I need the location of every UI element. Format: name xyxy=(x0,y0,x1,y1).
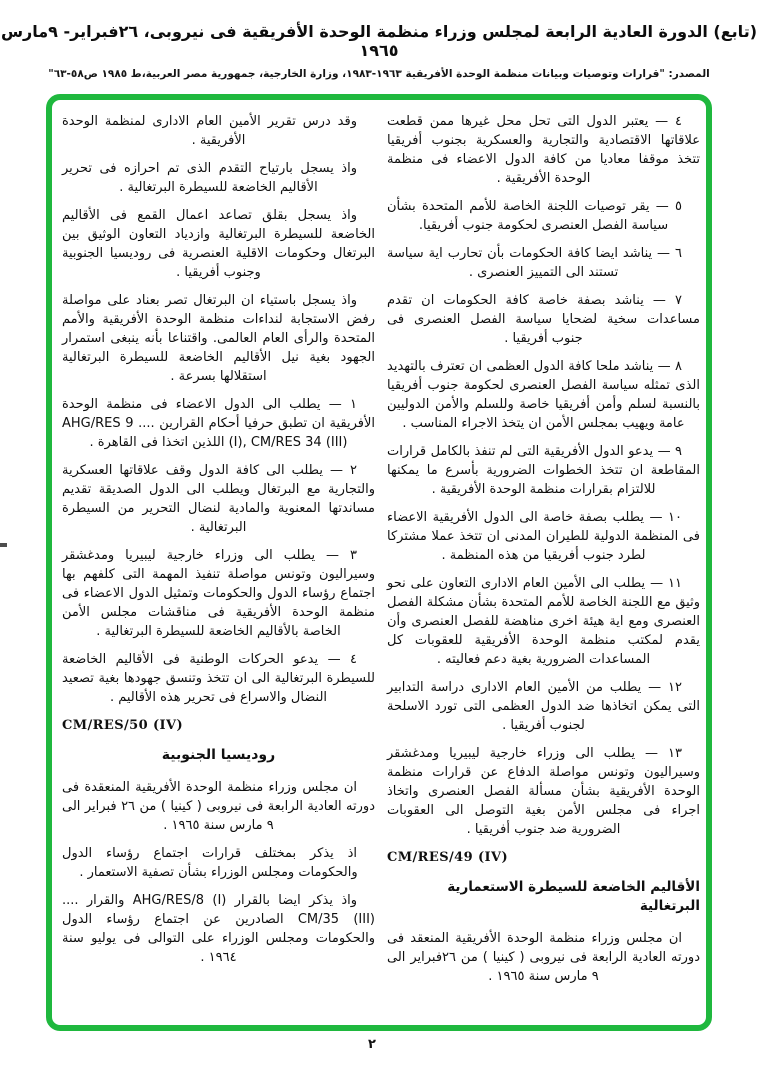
paragraph-item-8: ٨ — يناشد ملحا كافة الدول العظمى ان تعترف بالتهديد الذى تمثله سياسة الفصل العنصرى لحكومة جنوب أفريقيا بالنسبة لسلم وأمن أفريقيا خاصة وللسلم والأمن الدوليين عامة ويهيب بمجلس الأمن ان يتخذ الاجراء المناسب . xyxy=(387,359,700,431)
paragraph-preamble-report: وقد درس تقرير الأمين العام الادارى لمنظمة الوحدة الأفريقية . xyxy=(62,114,357,148)
page-header xyxy=(0,22,758,80)
paragraph-item-9: ٩ — يدعو الدول الأفريقية التى لم تنفذ بالكامل قرارات المقاطعة ان تتخذ الخطوات الضرورية بأسرع ما يمكنها للالتزام بقرارات منظمة الوحدة الأفريقية . xyxy=(387,444,700,497)
page-number: ٢ xyxy=(368,1037,376,1052)
section-heading-portuguese-territories: الأقاليم الخاضعة للسيطرة الاستعمارية البرتغالية xyxy=(447,879,700,914)
paragraph-item-4: ٤ — يعتبر الدول التى تحل محل غيرها ممن قطعت علاقاتها الاقتصادية والتجارية والعسكرية بجنوب أفريقيا تتخذ موقفا معاديا من كافة الدول الاعضاء فى منظمة الوحدة الأفريقية . xyxy=(387,114,700,186)
scan-artifact-mark xyxy=(0,543,7,547)
paragraph-item-1: ١ — يطلب الى الدول الاعضاء فى منظمة الوحدة الأفريقية ان تطبق حرفيا أحكام القرارين .... AHG/RES 9 (I), CM/RES 34 (III) اللذين اتخذا فى القاهرة . xyxy=(62,397,376,450)
paragraph-preamble-res-49: ان مجلس وزراء منظمة الوحدة الأفريقية المنعقد فى دورته العادية الرابعة فى نيروبى ( كينيا ) من ٢٦فبراير الى ٩ مارس سنة ١٩٦٥ . xyxy=(387,931,700,984)
paragraph-item-3: ٣ — يطلب الى وزراء خارجية ليبيريا ومدغشقر وسيراليون وتونس مواصلة تنفيذ المهمة التى كلفهم بها اجتماع رؤساء الدول والحكومات وتمثيل الدول الاعضاء فى منظمة الوحدة الأفريقية فى مناقشات مجلس الأمن الخاصة بالأقاليم الخاضعة للسيطرة البرتغالية . xyxy=(62,548,375,639)
paragraph-recalling-ahg-res-8: واذ يذكر ايضا بالقرار AHG/RES/8 (I) والقرار .... CM/35 (III) الصادرين عن اجتماع رؤساء الدول والحكومات ومجلس الوزراء على التوالى فى يوليو سنة ١٩٦٤ . xyxy=(62,893,375,965)
source-citation-line: المصدر: "قرارات وتوصيات وبيانات منظمة الوحدة الأفريقية ١٩٦٣-١٩٨٣، وزارة الخارجية، جمهورية مصر العربية،ط ١٩٨٥ ص٥٨-٦٣" xyxy=(48,68,710,80)
section-heading-southern-rhodesia: روديسيا الجنوبية xyxy=(161,747,276,763)
paragraph-item-2: ٢ — يطلب الى كافة الدول وقف علاقاتها العسكرية والتجارية مع البرتغال ويطلب الى الدول الصديقة تقديم مساندتها المعنوية والمادية لنضال التحرير من السيطرة البرتغالية . xyxy=(62,463,375,535)
page-title: (تابع) الدورة العادية الرابعة لمجلس وزراء منظمة الوحدة الأفريقية فى نيروبى، ٢٦فبراير- ٩مارس ١٩٦٥ xyxy=(0,22,758,60)
paragraph-item-13: ١٣ — يطلب الى وزراء خارجية ليبيريا ومدغشقر وسيراليون وتونس مواصلة الدفاع عن قرارات منظمة الوحدة الأفريقية بشأن مسألة الفصل العنصرى واتخاذ اجراء فى مجلس الأمن بغية التوصل الى العقوبات الضرورية ضد جنوب أفريقيا . xyxy=(387,746,700,837)
paragraph-item-6: ٦ — يناشد ايضا كافة الحكومات بأن تحارب اية سياسة تستند الى التمييز العنصرى . xyxy=(387,246,682,280)
resolution-code-cm-res-50: CM/RES/50 (IV) xyxy=(62,718,184,733)
paragraph-item-5: ٥ — يقر توصيات اللجنة الخاصة للأمم المتحدة بشأن سياسة الفصل العنصرى لحكومة جنوب أفريقيا. xyxy=(387,199,682,233)
paragraph-item-12: ١٢ — يطلب من الأمين العام الادارى دراسة التدابير التى يمكن اتخاذها ضد الدول العظمى التى تورد الاسلحة لجنوب أفريقيا . xyxy=(387,680,700,733)
paragraph-item-10: ١٠ — يطلب بصفة خاصة الى الدول الأفريقية الاعضاء فى المنظمة الدولية للطيران المدنى ان تتخذ عملا مشتركا لطرد جنوب أفريقيا من هذه المنظمة . xyxy=(387,510,700,563)
paragraph-preamble-progress: واذ يسجل بارتياح التقدم الذى تم احرازه فى تحرير الأقاليم الخاضعة للسيطرة البرتغالية . xyxy=(62,161,357,195)
paragraph-item-7: ٧ — يناشد بصفة خاصة كافة الحكومات ان تقدم مساعدات سخية لضحايا سياسة الفصل العنصرى فى جنوب أفريقيا . xyxy=(387,293,700,346)
paragraph-preamble-res-50: ان مجلس وزراء منظمة الوحدة الأفريقية المنعقدة فى دورته العادية الرابعة فى نيروبى ( كينيا ) من ٢٦ فبراير الى ٩ مارس سنة ١٩٦٥ . xyxy=(62,780,375,833)
paragraph-preamble-portugal-refusal: واذ يسجل باستياء ان البرتغال تصر بعناد على مواصلة رفض الاستجابة لنداءات منظمة الوحدة الأفريقية والأمم المتحدة والرأى العام العالمى. واقتناعا بأنه ينبغى استمرار الجهود بغية نيل الأقاليم الخاضعة للسيطرة البرتغالية استقلالها بسرعة . xyxy=(62,293,375,384)
column-left xyxy=(62,112,375,976)
resolution-code-cm-res-49: CM/RES/49 (IV) xyxy=(387,850,509,865)
paragraph-preamble-repression: واذ يسجل بقلق تصاعد اعمال القمع فى الأقاليم الخاضعة للسيطرة البرتغالية وازدياد التعاون الوثيق بين البرتغال وحكومات الاقلية العنصرية فى روديسيا الجنوبية وجنوب أفريقيا . xyxy=(62,208,375,280)
paragraph-recalling-resolutions: اذ يذكر بمختلف قرارات اجتماع رؤساء الدول والحكومات ومجلس الوزراء بشأن تصفية الاستعمار . xyxy=(62,846,358,880)
paragraph-item-4-left: ٤ — يدعو الحركات الوطنية فى الأقاليم الخاضعة للسيطرة البرتغالية الى ان تتخذ وتنسق جهودها بغية تصعيد النضال والاسراع فى تحرير هذه الأقاليم . xyxy=(62,652,375,705)
column-right xyxy=(387,112,700,995)
paragraph-item-11: ١١ — يطلب الى الأمين العام الادارى التعاون على نحو وثيق مع اللجنة الخاصة للأمم المتحدة بشأن مشكلة الفصل العنصرى ومع اية هيئة اخرى مناهضة للفصل العنصرى وأن يقدم لمكتب منظمة الوحدة الأفريقية للعقوبات كل المساعدات الضرورية بغية دعم فعاليته . xyxy=(387,576,700,667)
